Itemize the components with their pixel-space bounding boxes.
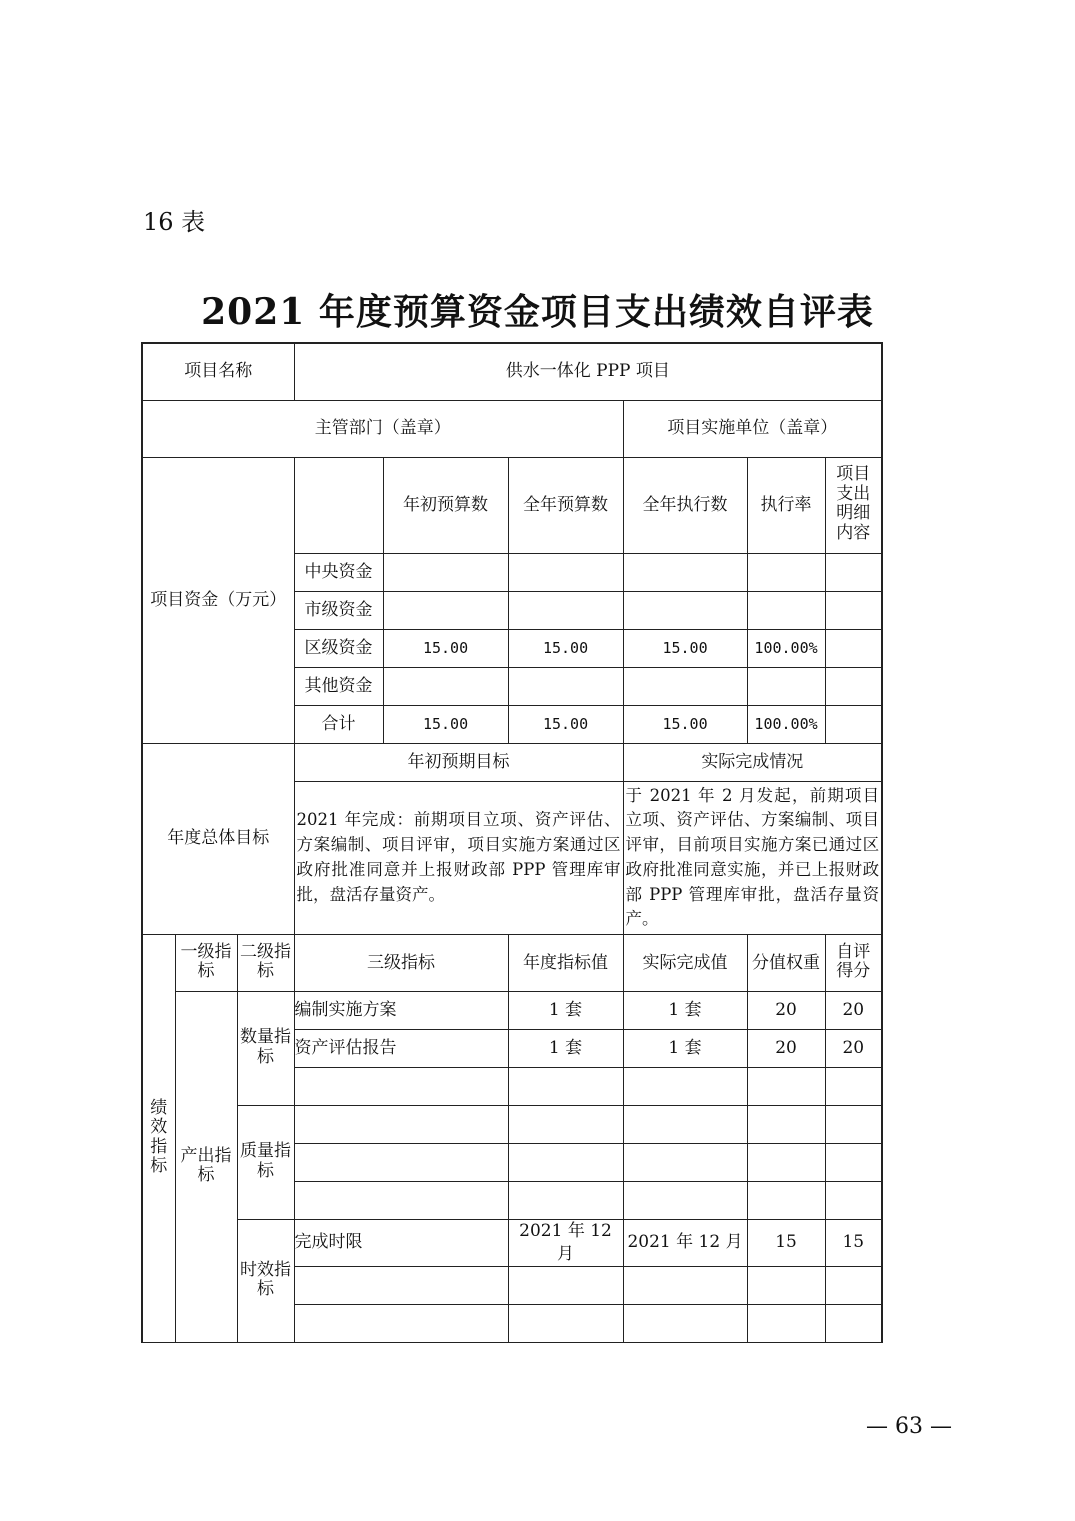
actual-result-header: 实际完成情况 <box>623 743 882 781</box>
col-initial-budget: 年初预算数 <box>383 457 508 553</box>
weight-header: 分值权重 <box>747 935 825 992</box>
indicator-target: 1 套 <box>508 992 623 1030</box>
funds-header-blank <box>294 457 383 553</box>
actual-value-header: 实际完成值 <box>623 935 747 992</box>
indicator-empty-cell <box>825 1106 882 1144</box>
performance-indicators-label: 绩效指标 <box>142 935 175 1343</box>
indicator-empty-cell <box>623 1106 747 1144</box>
indicator-weight: 15 <box>747 1220 825 1267</box>
level2-header: 二级指标 <box>237 935 294 992</box>
fund-cell-rate <box>747 553 825 591</box>
indicator-empty-cell <box>294 1266 508 1304</box>
indicator-empty-cell <box>508 1144 623 1182</box>
quality-indicator-label: 质量指标 <box>237 1106 294 1220</box>
fund-row-label: 中央资金 <box>294 553 383 591</box>
fund-cell-rate: 100.00% <box>747 629 825 667</box>
fund-cell-detail <box>825 629 882 667</box>
fund-total-rate: 100.00% <box>747 705 825 743</box>
fund-cell-annual: 15.00 <box>508 629 623 667</box>
indicator-name: 完成时限 <box>294 1220 508 1267</box>
col-detail-content: 项目支出明细内容 <box>825 457 882 553</box>
fund-cell-initial: 15.00 <box>383 629 508 667</box>
fund-cell-annual <box>508 553 623 591</box>
indicator-target: 2021 年 12 月 <box>508 1220 623 1267</box>
table-label: 16 表 <box>143 208 206 236</box>
col-annual-executed: 全年执行数 <box>623 457 747 553</box>
indicator-score: 15 <box>825 1220 882 1267</box>
project-name-label: 项目名称 <box>142 343 294 400</box>
indicator-empty-cell <box>825 1266 882 1304</box>
indicator-empty-cell <box>623 1266 747 1304</box>
indicator-empty-cell <box>825 1144 882 1182</box>
indicator-empty-cell <box>623 1144 747 1182</box>
target-value-header: 年度指标值 <box>508 935 623 992</box>
actual-result-text: 于 2021 年 2 月发起，前期项目立项、资产评估、方案编制、项目评审，目前项目实施方案已通过区政府批准同意实施，并已上报财政部 PPP 管理库审批，盘活存量资产。 <box>623 781 882 935</box>
fund-cell-detail <box>825 553 882 591</box>
indicator-empty-cell <box>508 1068 623 1106</box>
fund-row-label: 市级资金 <box>294 591 383 629</box>
indicator-empty-cell <box>294 1304 508 1342</box>
indicator-target: 1 套 <box>508 1030 623 1068</box>
fund-cell-executed: 15.00 <box>623 629 747 667</box>
expected-goal-header: 年初预期目标 <box>294 743 623 781</box>
indicator-name: 资产评估报告 <box>294 1030 508 1068</box>
indicator-empty-cell <box>508 1182 623 1220</box>
fund-cell-executed <box>623 553 747 591</box>
quantity-indicator-label: 数量指标 <box>237 992 294 1106</box>
output-indicator-label: 产出指标 <box>175 992 237 1343</box>
col-execution-rate: 执行率 <box>747 457 825 553</box>
indicator-weight: 20 <box>747 992 825 1030</box>
indicator-empty-cell <box>294 1106 508 1144</box>
funds-label: 项目资金（万元） <box>142 457 294 743</box>
fund-total-label: 合计 <box>294 705 383 743</box>
fund-cell-rate <box>747 591 825 629</box>
indicator-score: 20 <box>825 992 882 1030</box>
fund-total-annual: 15.00 <box>508 705 623 743</box>
level3-header: 三级指标 <box>294 935 508 992</box>
indicator-empty-cell <box>508 1106 623 1144</box>
performance-form-table <box>141 342 883 1343</box>
self-score-header: 自评得分 <box>825 935 882 992</box>
fund-cell-rate <box>747 667 825 705</box>
fund-cell-executed <box>623 591 747 629</box>
indicator-empty-cell <box>623 1182 747 1220</box>
annual-goal-label: 年度总体目标 <box>142 743 294 935</box>
fund-cell-initial <box>383 553 508 591</box>
indicator-empty-cell <box>825 1068 882 1106</box>
indicator-empty-cell <box>747 1106 825 1144</box>
fund-cell-initial <box>383 591 508 629</box>
indicator-empty-cell <box>508 1304 623 1342</box>
page-number: — 63 — <box>866 1414 952 1439</box>
indicator-empty-cell <box>508 1266 623 1304</box>
fund-cell-annual <box>508 667 623 705</box>
indicator-empty-cell <box>747 1068 825 1106</box>
fund-cell-executed <box>623 667 747 705</box>
level1-header: 一级指标 <box>175 935 237 992</box>
fund-total-initial: 15.00 <box>383 705 508 743</box>
implementer-unit-label: 项目实施单位（盖章） <box>623 400 882 457</box>
supervisor-dept-label: 主管部门（盖章） <box>142 400 623 457</box>
col-annual-budget: 全年预算数 <box>508 457 623 553</box>
indicator-empty-cell <box>747 1304 825 1342</box>
indicator-weight: 20 <box>747 1030 825 1068</box>
indicator-empty-cell <box>294 1144 508 1182</box>
indicator-empty-cell <box>747 1144 825 1182</box>
expected-goal-text: 2021 年完成：前期项目立项、资产评估、方案编制、项目评审，项目实施方案通过区政府批准同意并上报财政部 PPP 管理库审批，盘活存量资产。 <box>294 781 623 935</box>
indicator-empty-cell <box>623 1304 747 1342</box>
indicator-empty-cell <box>294 1068 508 1106</box>
indicator-score: 20 <box>825 1030 882 1068</box>
fund-total-executed: 15.00 <box>623 705 747 743</box>
fund-cell-detail <box>825 667 882 705</box>
fund-row-label: 其他资金 <box>294 667 383 705</box>
indicator-empty-cell <box>623 1068 747 1106</box>
fund-row-label: 区级资金 <box>294 629 383 667</box>
indicator-actual: 1 套 <box>623 1030 747 1068</box>
page-title: 2021 年度预算资金项目支出绩效自评表 <box>201 291 874 333</box>
indicator-actual: 1 套 <box>623 992 747 1030</box>
timeliness-indicator-label: 时效指标 <box>237 1220 294 1343</box>
indicator-empty-cell <box>294 1182 508 1220</box>
indicator-actual: 2021 年 12 月 <box>623 1220 747 1267</box>
fund-total-detail <box>825 705 882 743</box>
project-name-value: 供水一体化 PPP 项目 <box>294 343 882 400</box>
indicator-empty-cell <box>747 1182 825 1220</box>
indicator-empty-cell <box>825 1182 882 1220</box>
fund-cell-initial <box>383 667 508 705</box>
indicator-name: 编制实施方案 <box>294 992 508 1030</box>
indicator-empty-cell <box>747 1266 825 1304</box>
fund-cell-annual <box>508 591 623 629</box>
fund-cell-detail <box>825 591 882 629</box>
indicator-empty-cell <box>825 1304 882 1342</box>
